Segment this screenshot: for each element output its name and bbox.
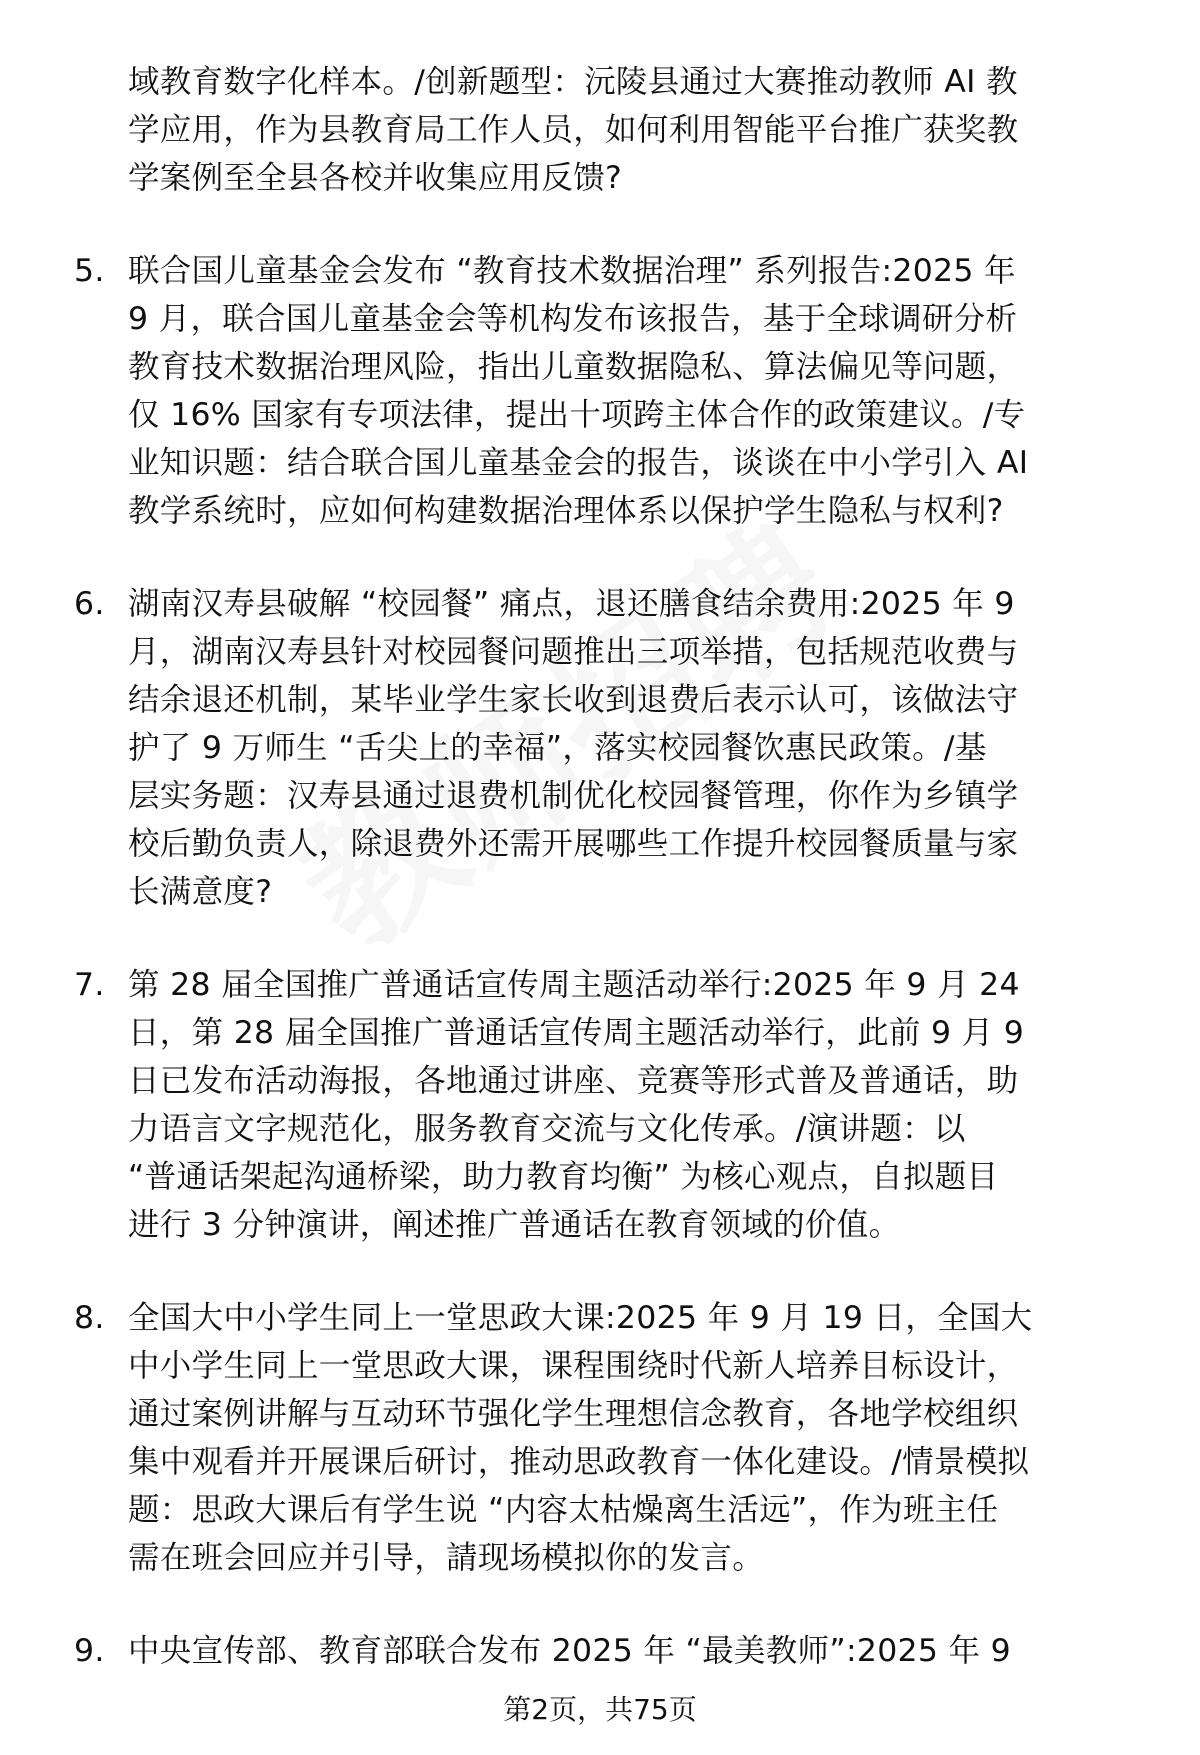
text-line: 进行 3 分钟演讲，阐述推广普通话在教育领域的价值。 <box>128 1207 901 1243</box>
item-number: 7. <box>74 967 105 1003</box>
text-line: 结余退还机制，某毕业学生家长收到退费后表示认可，该做法守 <box>128 682 1019 718</box>
intro-paragraph <box>0 58 1200 202</box>
text-line: 中小学生同上一堂思政大课，课程围绕时代新人培养目标设计， <box>128 1348 1019 1384</box>
text-line: 9 月，联合国儿童基金会等机构发布该报告，基于全球调研分析 <box>128 301 1018 337</box>
text-line <box>0 580 1200 628</box>
text-line: 护了 9 万师生 “舌尖上的幸福”，落实校园餐饮惠民政策。/基 <box>128 730 987 766</box>
text-line <box>0 1294 1200 1342</box>
page-number: 第2页，共75页 <box>503 1693 697 1726</box>
page-body <box>0 58 1200 1675</box>
item-number: 9. <box>74 1633 105 1669</box>
text-line <box>0 961 1200 1009</box>
item-number: 5. <box>74 253 105 289</box>
text-line: 通过案例讲解与互动环节强化学生理想信念教育，各地学校组织 <box>128 1396 1019 1432</box>
text-line: 校后勤负责人，除退费外还需开展哪些工作提升校园餐质量与家 <box>128 826 1019 862</box>
text-line: 日已发布活动海报，各地通过讲座、竞赛等形式普及普通话，助 <box>128 1063 1019 1099</box>
text-line: 需在班会回应并引导，請现场模拟你的发言。 <box>128 1540 765 1576</box>
page-footer <box>0 1690 1200 1730</box>
list-item <box>0 247 1200 535</box>
text-line: 域教育数字化样本。/创新题型：沅陵县通过大赛推动教师 AI 教 <box>128 64 1018 100</box>
text-line: 业知识题：结合联合国儿童基金会的报告，谈谈在中小学引入 AI <box>128 445 1029 481</box>
text-line: 教学系统时，应如何构建数据治理体系以保护学生隐私与权利? <box>128 493 1004 529</box>
text-line: 题：思政大课后有学生说 “内容太枯燥离生活远”，作为班主任 <box>128 1492 999 1528</box>
item-text: 中央宣传部、教育部联合发布 2025 年 “最美教师”:2025 年 9 <box>128 1633 1011 1669</box>
text-line: 集中观看并开展课后研讨，推动思政教育一体化建设。/情景模拟 <box>128 1444 1030 1480</box>
list-item <box>0 961 1200 1249</box>
list-item <box>0 1627 1200 1675</box>
list-item <box>0 1294 1200 1582</box>
text-line: 仅 16% 国家有专项法律，提出十项跨主体合作的政策建议。/专 <box>128 397 1026 433</box>
text-line: 月，湖南汉寿县针对校园餐问题推出三项举措，包括规范收费与 <box>128 634 1019 670</box>
item-number: 6. <box>74 586 105 622</box>
text-line: “普通话架起沟通桥梁，助力教育均衡” 为核心观点，自拟题目 <box>128 1159 999 1195</box>
item-text: 湖南汉寿县破解 “校园餐” 痛点，退还膳食结余费用:2025 年 9 <box>128 586 1015 622</box>
text-line: 长满意度? <box>128 874 273 910</box>
item-text: 联合国儿童基金会发布 “教育技术数据治理” 系列报告:2025 年 <box>128 253 1016 289</box>
text-line: 力语言文字规范化，服务教育交流与文化传承。/演讲题：以 <box>128 1111 966 1147</box>
text-line: 日，第 28 届全国推广普通话宣传周主题活动举行，此前 9 月 9 <box>128 1015 1025 1051</box>
item-text: 第 28 届全国推广普通话宣传周主题活动举行:2025 年 9 月 24 <box>128 967 1020 1003</box>
text-line: 教育技术数据治理风险，指出儿童数据隐私、算法偏见等问题， <box>128 349 1019 385</box>
text-line: 学案例至全县各校并收集应用反馈? <box>128 160 623 196</box>
text-line <box>0 247 1200 295</box>
item-number: 8. <box>74 1300 105 1336</box>
text-line: 层实务题：汉寿县通过退费机制优化校园餐管理，你作为乡镇学 <box>128 778 1019 814</box>
text-line: 学应用，作为县教育局工作人员，如何利用智能平台推广获奖教 <box>128 112 1019 148</box>
item-text: 全国大中小学生同上一堂思政大课:2025 年 9 月 19 日，全国大 <box>128 1300 1033 1336</box>
text-line <box>0 1627 1200 1675</box>
list-item <box>0 580 1200 916</box>
